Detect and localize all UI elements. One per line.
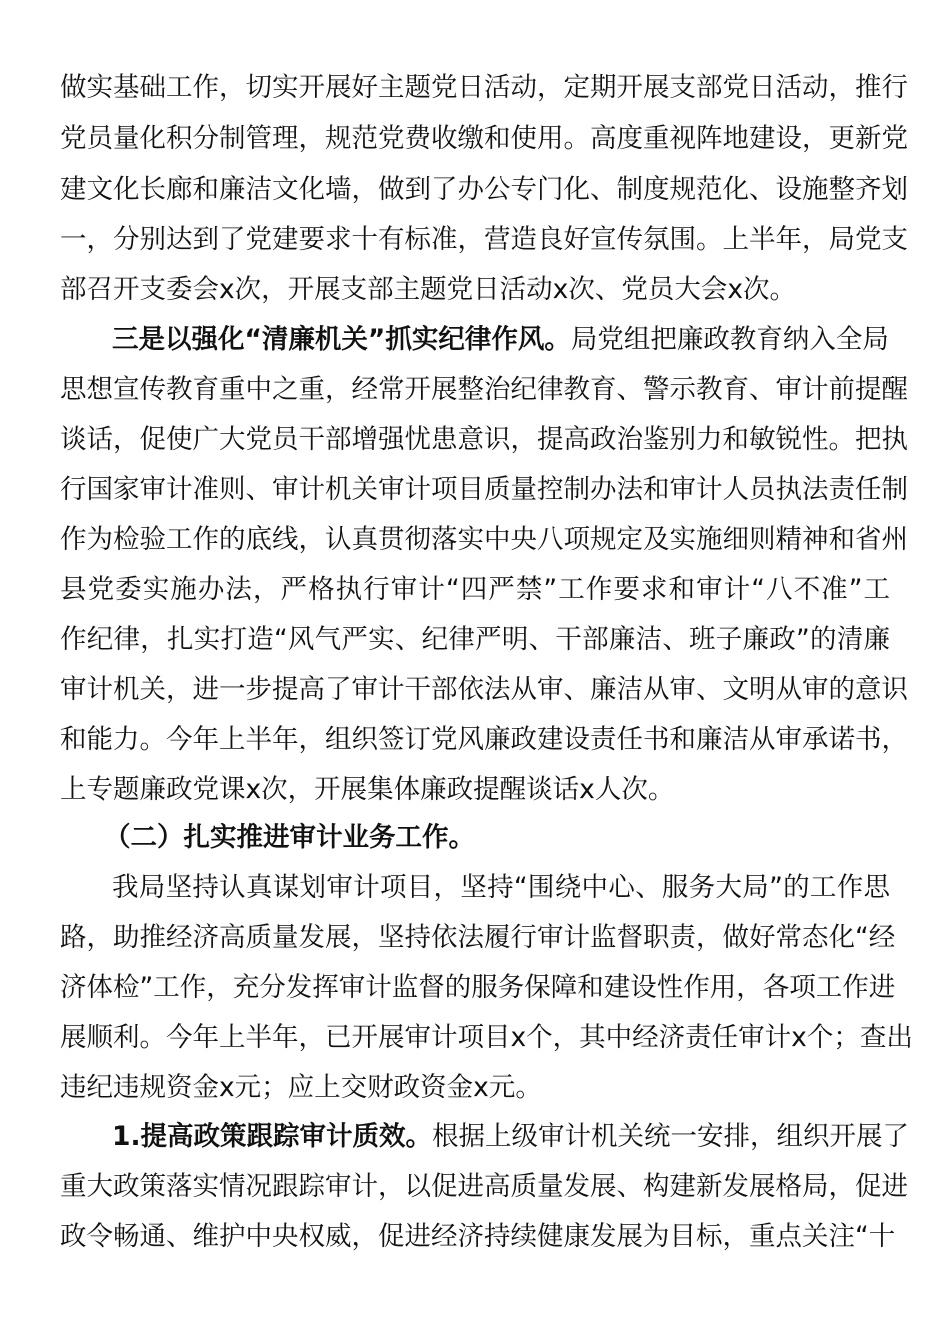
paragraph-2-line-3: 谈话，促使广大党员干部增强忧患意识，提高政治鉴别力和敏锐性。把执 — [60, 424, 908, 455]
paragraph-1-line-1: 做实基础工作，切实开展好主题党日活动，定期开展支部党日活动，推行 — [60, 72, 908, 103]
paragraph-1-line-4: 一，分别达到了党建要求十有标准，营造良好宣传氛围。上半年，局党支 — [60, 224, 908, 255]
paragraph-2-line-7: 作纪律，扎实打造“风气严实、纪律严明、干部廉洁、班子廉政”的清廉 — [60, 624, 890, 655]
paragraph-2-line-6: 县党委实施办法，严格执行审计“四严禁”工作要求和审计“八不准”工 — [60, 574, 890, 605]
paragraph-4-heading: 1.提高政策跟踪审计质效。 — [112, 1121, 433, 1152]
paragraph-2-line-10: 上专题廉政党课x次，开展集体廉政提醒谈话x人次。 — [60, 774, 675, 805]
section-2-heading: （二）扎实推进审计业务工作。 — [104, 822, 475, 853]
paragraph-4-first-line-text: 根据上级审计机关统一安排，组织开展了 — [432, 1121, 910, 1152]
paragraph-3-line-2: 路，助推经济高质量发展，坚持依法履行审计监督职责，做好常态化“经 — [60, 922, 896, 953]
paragraph-2-first-line-text: 局党组把廉政教育纳入全局 — [570, 324, 889, 355]
paragraph-2-line-9: 和能力。今年上半年，组织签订党风廉政建设责任书和廉洁从审承诺书， — [60, 724, 908, 755]
paragraph-3-line-1: 我局坚持认真谋划审计项目，坚持“围绕中心、服务大局”的工作思 — [112, 872, 890, 903]
paragraph-1-line-2: 党员量化积分制管理，规范党费收缴和使用。高度重视阵地建设，更新党 — [60, 123, 908, 154]
paragraph-4-line-3: 政令畅通、维护中央权威，促进经济持续健康发展为目标，重点关注“十 — [60, 1221, 896, 1252]
paragraph-2-line-4: 行国家审计准则、审计机关审计项目质量控制办法和审计人员执法责任制 — [60, 474, 908, 505]
paragraph-2-line-5: 作为检验工作的底线，认真贯彻落实中央八项规定及实施细则精神和省州 — [60, 524, 908, 555]
paragraph-2-heading: 三是以强化“清廉机关”抓实纪律作风。 — [112, 324, 571, 355]
paragraph-2-line-8: 审计机关，进一步提高了审计干部依法从审、廉洁从审、文明从审的意识 — [60, 674, 908, 705]
paragraph-3-line-5: 违纪违规资金x元；应上交财政资金x元。 — [60, 1072, 542, 1103]
paragraph-2-line-2: 思想宣传教育重中之重，经常开展整治纪律教育、警示教育、审计前提醒 — [60, 374, 908, 405]
paragraph-3-line-3: 济体检”工作，充分发挥审计监督的服务保障和建设性作用，各项工作进 — [60, 972, 896, 1003]
paragraph-1-line-5: 部召开支委会x次，开展支部主题党日活动x次、党员大会x次。 — [60, 274, 797, 305]
paragraph-3-line-4: 展顺利。今年上半年，已开展审计项目x个，其中经济责任审计x个；查出 — [60, 1022, 913, 1053]
paragraph-4-line-2: 重大政策落实情况跟踪审计，以促进高质量发展、构建新发展格局，促进 — [60, 1171, 908, 1202]
paragraph-4-line-1 — [112, 1117, 910, 1157]
paragraph-2-line-1 — [112, 320, 890, 360]
paragraph-1-line-3: 建文化长廊和廉洁文化墙，做到了办公专门化、制度规范化、设施整齐划 — [60, 174, 908, 205]
